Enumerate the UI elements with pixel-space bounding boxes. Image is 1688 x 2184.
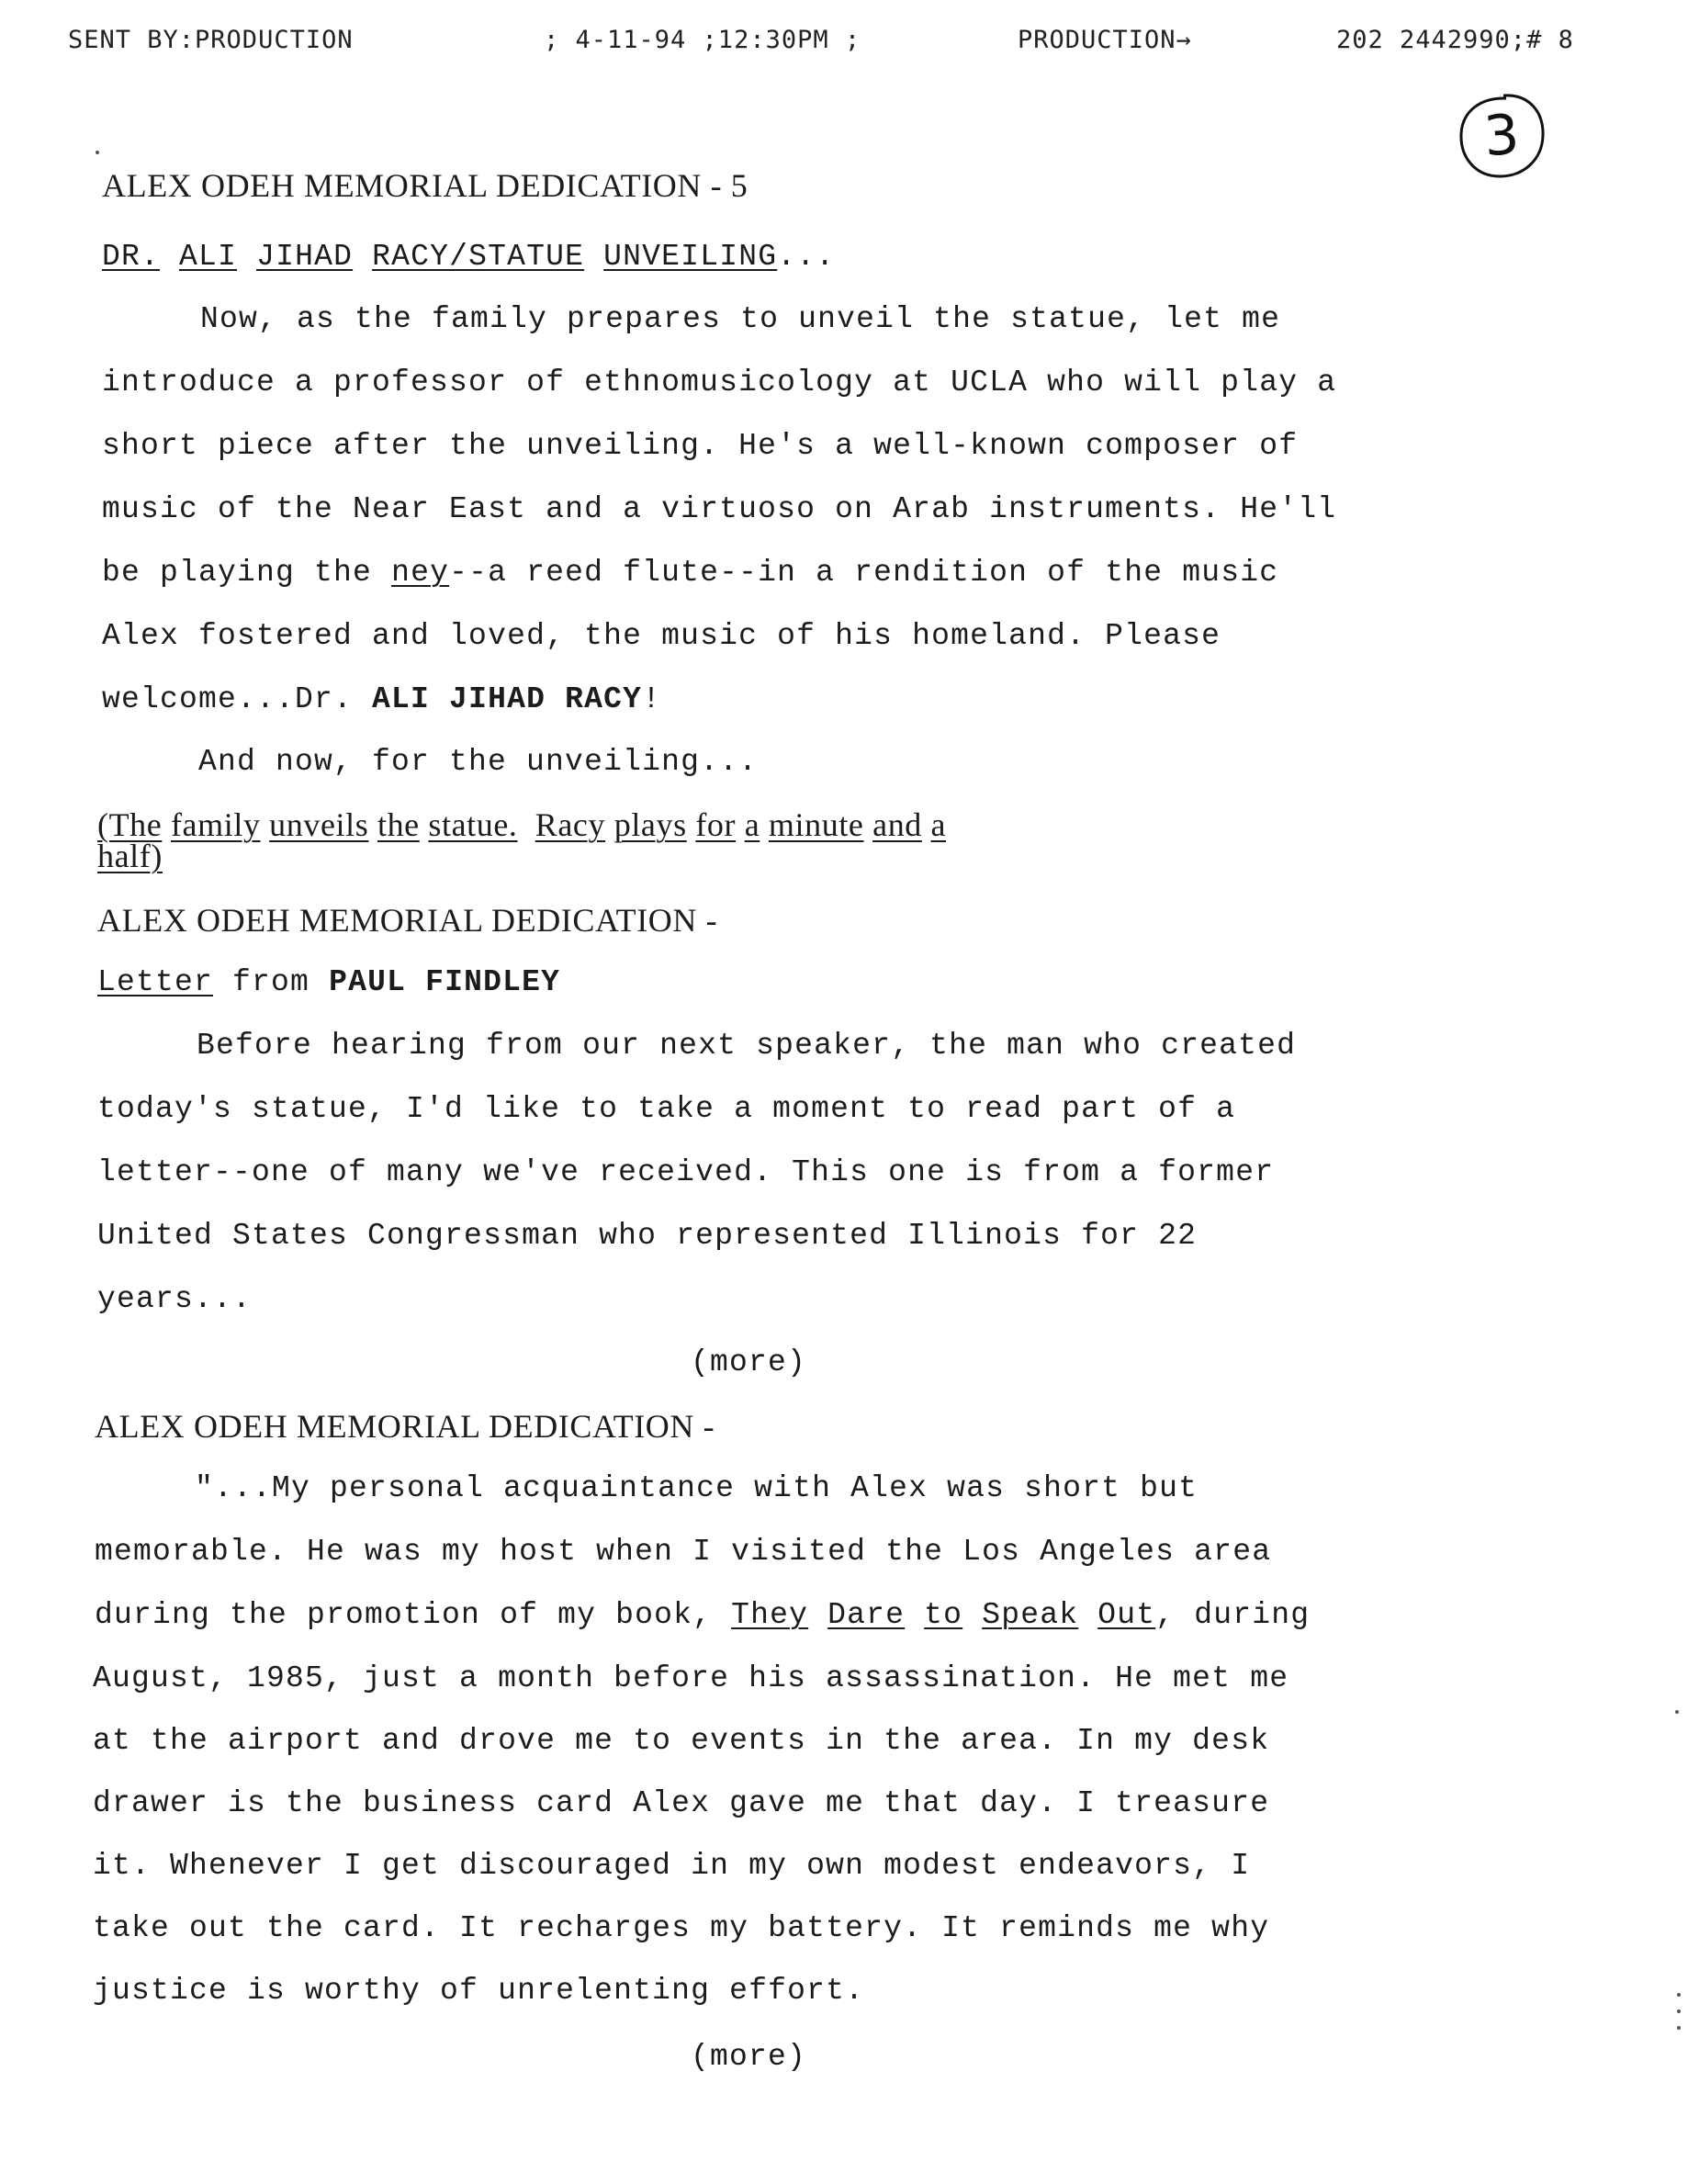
stage-word: and bbox=[872, 806, 922, 843]
book-title-word: Out bbox=[1097, 1598, 1156, 1632]
scan-speck bbox=[1677, 1993, 1681, 1997]
subheading-word: UNVEILING bbox=[603, 240, 778, 274]
scan-speck bbox=[1677, 2026, 1681, 2030]
stage-word: for bbox=[695, 806, 737, 843]
subheading-word: JIHAD bbox=[256, 240, 354, 274]
section-heading: ALEX ODEH MEMORIAL DEDICATION - bbox=[95, 1408, 715, 1445]
scan-speck bbox=[96, 151, 99, 154]
fax-date-time: ; 4-11-94 ;12:30PM ; bbox=[544, 26, 861, 54]
text-fragment: during the promotion of my book, bbox=[95, 1598, 732, 1632]
paragraph-line: United States Congressman who represented Illinois for 22 bbox=[97, 1219, 1198, 1253]
paragraph-line: Now, as the family prepares to unveil the statue, let me bbox=[200, 302, 1281, 336]
section-heading: ALEX ODEH MEMORIAL DEDICATION - bbox=[97, 902, 718, 939]
stage-word: minute bbox=[768, 806, 864, 843]
paragraph-line: Before hearing from our next speaker, the man who created bbox=[197, 1029, 1297, 1063]
quote-line: at the airport and drove me to events in the area. In my desk bbox=[93, 1724, 1270, 1758]
stage-direction bbox=[97, 806, 946, 843]
quote-line: memorable. He was my host when I visited the Los Angeles area bbox=[95, 1535, 1272, 1569]
quote-line bbox=[95, 1597, 1310, 1634]
letter-subheading bbox=[97, 964, 560, 1001]
quote-line: "...My personal acquaintance with Alex was short but bbox=[195, 1471, 1198, 1505]
paragraph-line: short piece after the unveiling. He's a well-known composer of bbox=[102, 429, 1299, 463]
paragraph-line bbox=[102, 555, 1278, 591]
quote-line: justice is worthy of unrelenting effort. bbox=[93, 1974, 865, 2008]
speaker-subheading bbox=[102, 239, 835, 276]
book-title-word: Speak bbox=[982, 1598, 1079, 1632]
quote-line: take out the card. It recharges my battery. It reminds me why bbox=[93, 1911, 1270, 1945]
fax-destination: PRODUCTION→ bbox=[1018, 26, 1192, 54]
more-marker: (more) bbox=[690, 1345, 807, 1379]
text-fragment: from bbox=[213, 965, 330, 999]
stage-word: Racy bbox=[535, 806, 606, 843]
text-fragment: ! bbox=[642, 682, 662, 716]
fax-header bbox=[0, 26, 1688, 68]
instrument-name: ney bbox=[391, 556, 450, 590]
fax-number: 202 2442990;# 8 bbox=[1336, 26, 1574, 54]
circled-page-number bbox=[1456, 90, 1547, 182]
paragraph-line: And now, for the unveiling... bbox=[198, 745, 759, 779]
subheading-word: DR. bbox=[102, 240, 161, 274]
stage-word: (The bbox=[97, 806, 163, 843]
fax-sender: SENT BY:PRODUCTION bbox=[68, 26, 354, 54]
quote-line: drawer is the business card Alex gave me that day. I treasure bbox=[93, 1786, 1270, 1820]
paragraph-line: years... bbox=[97, 1282, 253, 1316]
stage-word: half) bbox=[97, 838, 163, 874]
quote-line: August, 1985, just a month before his assassination. He met me bbox=[93, 1661, 1289, 1695]
stage-word: plays bbox=[613, 806, 687, 843]
quote-line: it. Whenever I get discouraged in my own modest endeavors, I bbox=[93, 1849, 1251, 1883]
book-title-word: Dare bbox=[827, 1598, 906, 1632]
paragraph-line: music of the Near East and a virtuoso on Arab instruments. He'll bbox=[102, 492, 1337, 526]
subheading-word: ALI bbox=[179, 240, 238, 274]
author-name: PAUL FINDLEY bbox=[329, 965, 561, 999]
book-title-word: They bbox=[731, 1598, 809, 1632]
paragraph-line: introduce a professor of ethnomusicology at UCLA who will play a bbox=[102, 366, 1337, 400]
stage-word: the bbox=[377, 806, 420, 843]
text-fragment: Letter bbox=[97, 965, 214, 999]
book-title-word: to bbox=[924, 1598, 963, 1632]
paragraph-line bbox=[102, 681, 661, 718]
text-fragment: welcome...Dr. bbox=[102, 682, 373, 716]
text-fragment: be playing the bbox=[102, 556, 392, 590]
stage-word: statue. bbox=[428, 806, 518, 843]
paragraph-line: letter--one of many we've received. This one is from a former bbox=[97, 1155, 1275, 1189]
more-marker: (more) bbox=[690, 2040, 807, 2074]
subheading-word: RACY/STATUE bbox=[372, 240, 585, 274]
stage-direction bbox=[97, 838, 163, 874]
page-marker: 3 bbox=[1481, 102, 1522, 170]
scan-speck bbox=[1677, 2010, 1681, 2013]
paragraph-line: today's statue, I'd like to take a moment to read part of a bbox=[97, 1092, 1236, 1126]
scan-speck bbox=[1675, 1710, 1679, 1714]
stage-word: family bbox=[170, 806, 261, 843]
text-fragment: , during bbox=[1155, 1598, 1311, 1632]
stage-word: unveils bbox=[269, 806, 369, 843]
subheading-trail: ... bbox=[777, 240, 836, 274]
paragraph-line: Alex fostered and loved, the music of his homeland. Please bbox=[102, 619, 1221, 653]
stage-word: a bbox=[744, 806, 760, 843]
stage-word: a bbox=[930, 806, 947, 843]
section-heading: ALEX ODEH MEMORIAL DEDICATION - 5 bbox=[102, 167, 748, 204]
text-fragment: --a reed flute--in a rendition of the music bbox=[449, 556, 1279, 590]
speaker-name: ALI JIHAD RACY bbox=[372, 682, 643, 716]
